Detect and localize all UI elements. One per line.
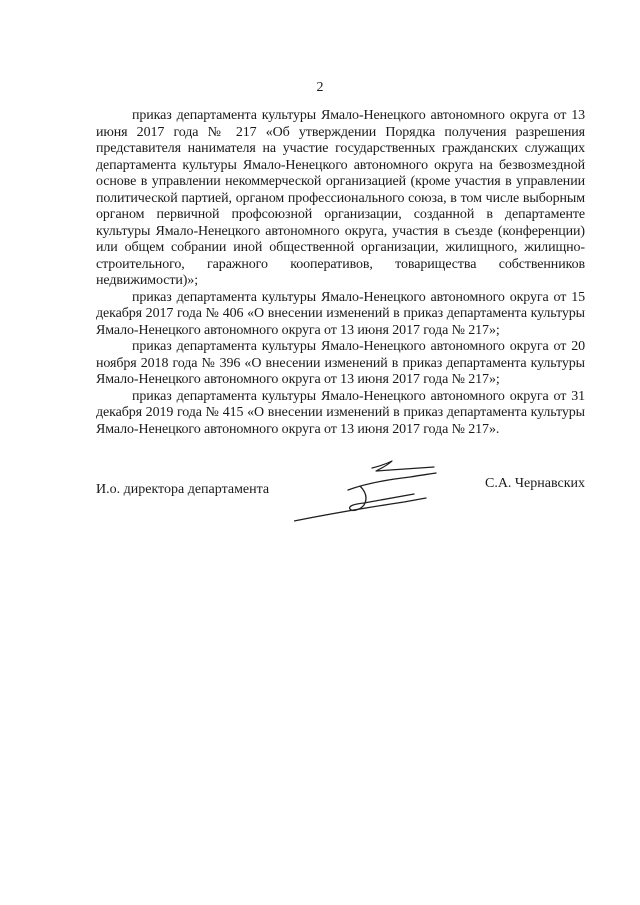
page-number: 2 bbox=[316, 80, 324, 95]
signature-block bbox=[96, 458, 585, 528]
paragraph-order-406: приказ департамента культуры Ямало-Ненецкого автономного округа от 15 декабря 2017 года № 406 «О внесении изменений в приказ департамента культуры Ямало-Ненецкого автономного округа от 13 июня 2017 года № 217»; bbox=[96, 289, 585, 338]
paragraph-order-396: приказ департамента культуры Ямало-Ненецкого автономного округа от 20 ноября 2018 года № 396 «О внесении изменений в приказ департамента культуры Ямало-Ненецкого автономного округа от 13 июня 2017 года № 217»; bbox=[96, 339, 585, 387]
document-body bbox=[96, 108, 585, 438]
paragraph-order-415: приказ департамента культуры Ямало-Ненецкого автономного округа от 31 декабря 2019 года № 415 «О внесении изменений в приказ департамента культуры Ямало-Ненецкого автономного округа от 13 июня 2017 года № 217». bbox=[96, 388, 585, 437]
signatory-name: С.А. Чернавских bbox=[484, 476, 585, 491]
signature-stroke-bottom bbox=[294, 498, 426, 521]
signature-stroke-loop bbox=[350, 486, 414, 510]
paragraph-order-217: приказ департамента культуры Ямало-Ненецкого автономного округа от 13 июня 2017 года № 217 «Об утверждении Порядка получения разрешения представителя нанимателя на участие государственных гражданских служащих департамента культуры Ямало-Ненецкого автономного округа на безвозмездной основе в управлении некоммерческой организацией (кроме участия в управлении политической партией, органом профессионального союза, в том числе выборным органом первичной профсоюзной организации, созданной в департаменте культуры Ямало-Ненецкого автономного округа, участия в съезде (конференции) или общем собрании иной общественной организации, жилищного, жилищно-строительного, гаражного кооперативов, товарищества собственников недвижимости)»; bbox=[96, 108, 585, 288]
signature-stroke-top bbox=[372, 461, 434, 471]
signatory-position: И.о. директора департамента bbox=[96, 482, 270, 497]
handwritten-signature bbox=[294, 458, 444, 528]
